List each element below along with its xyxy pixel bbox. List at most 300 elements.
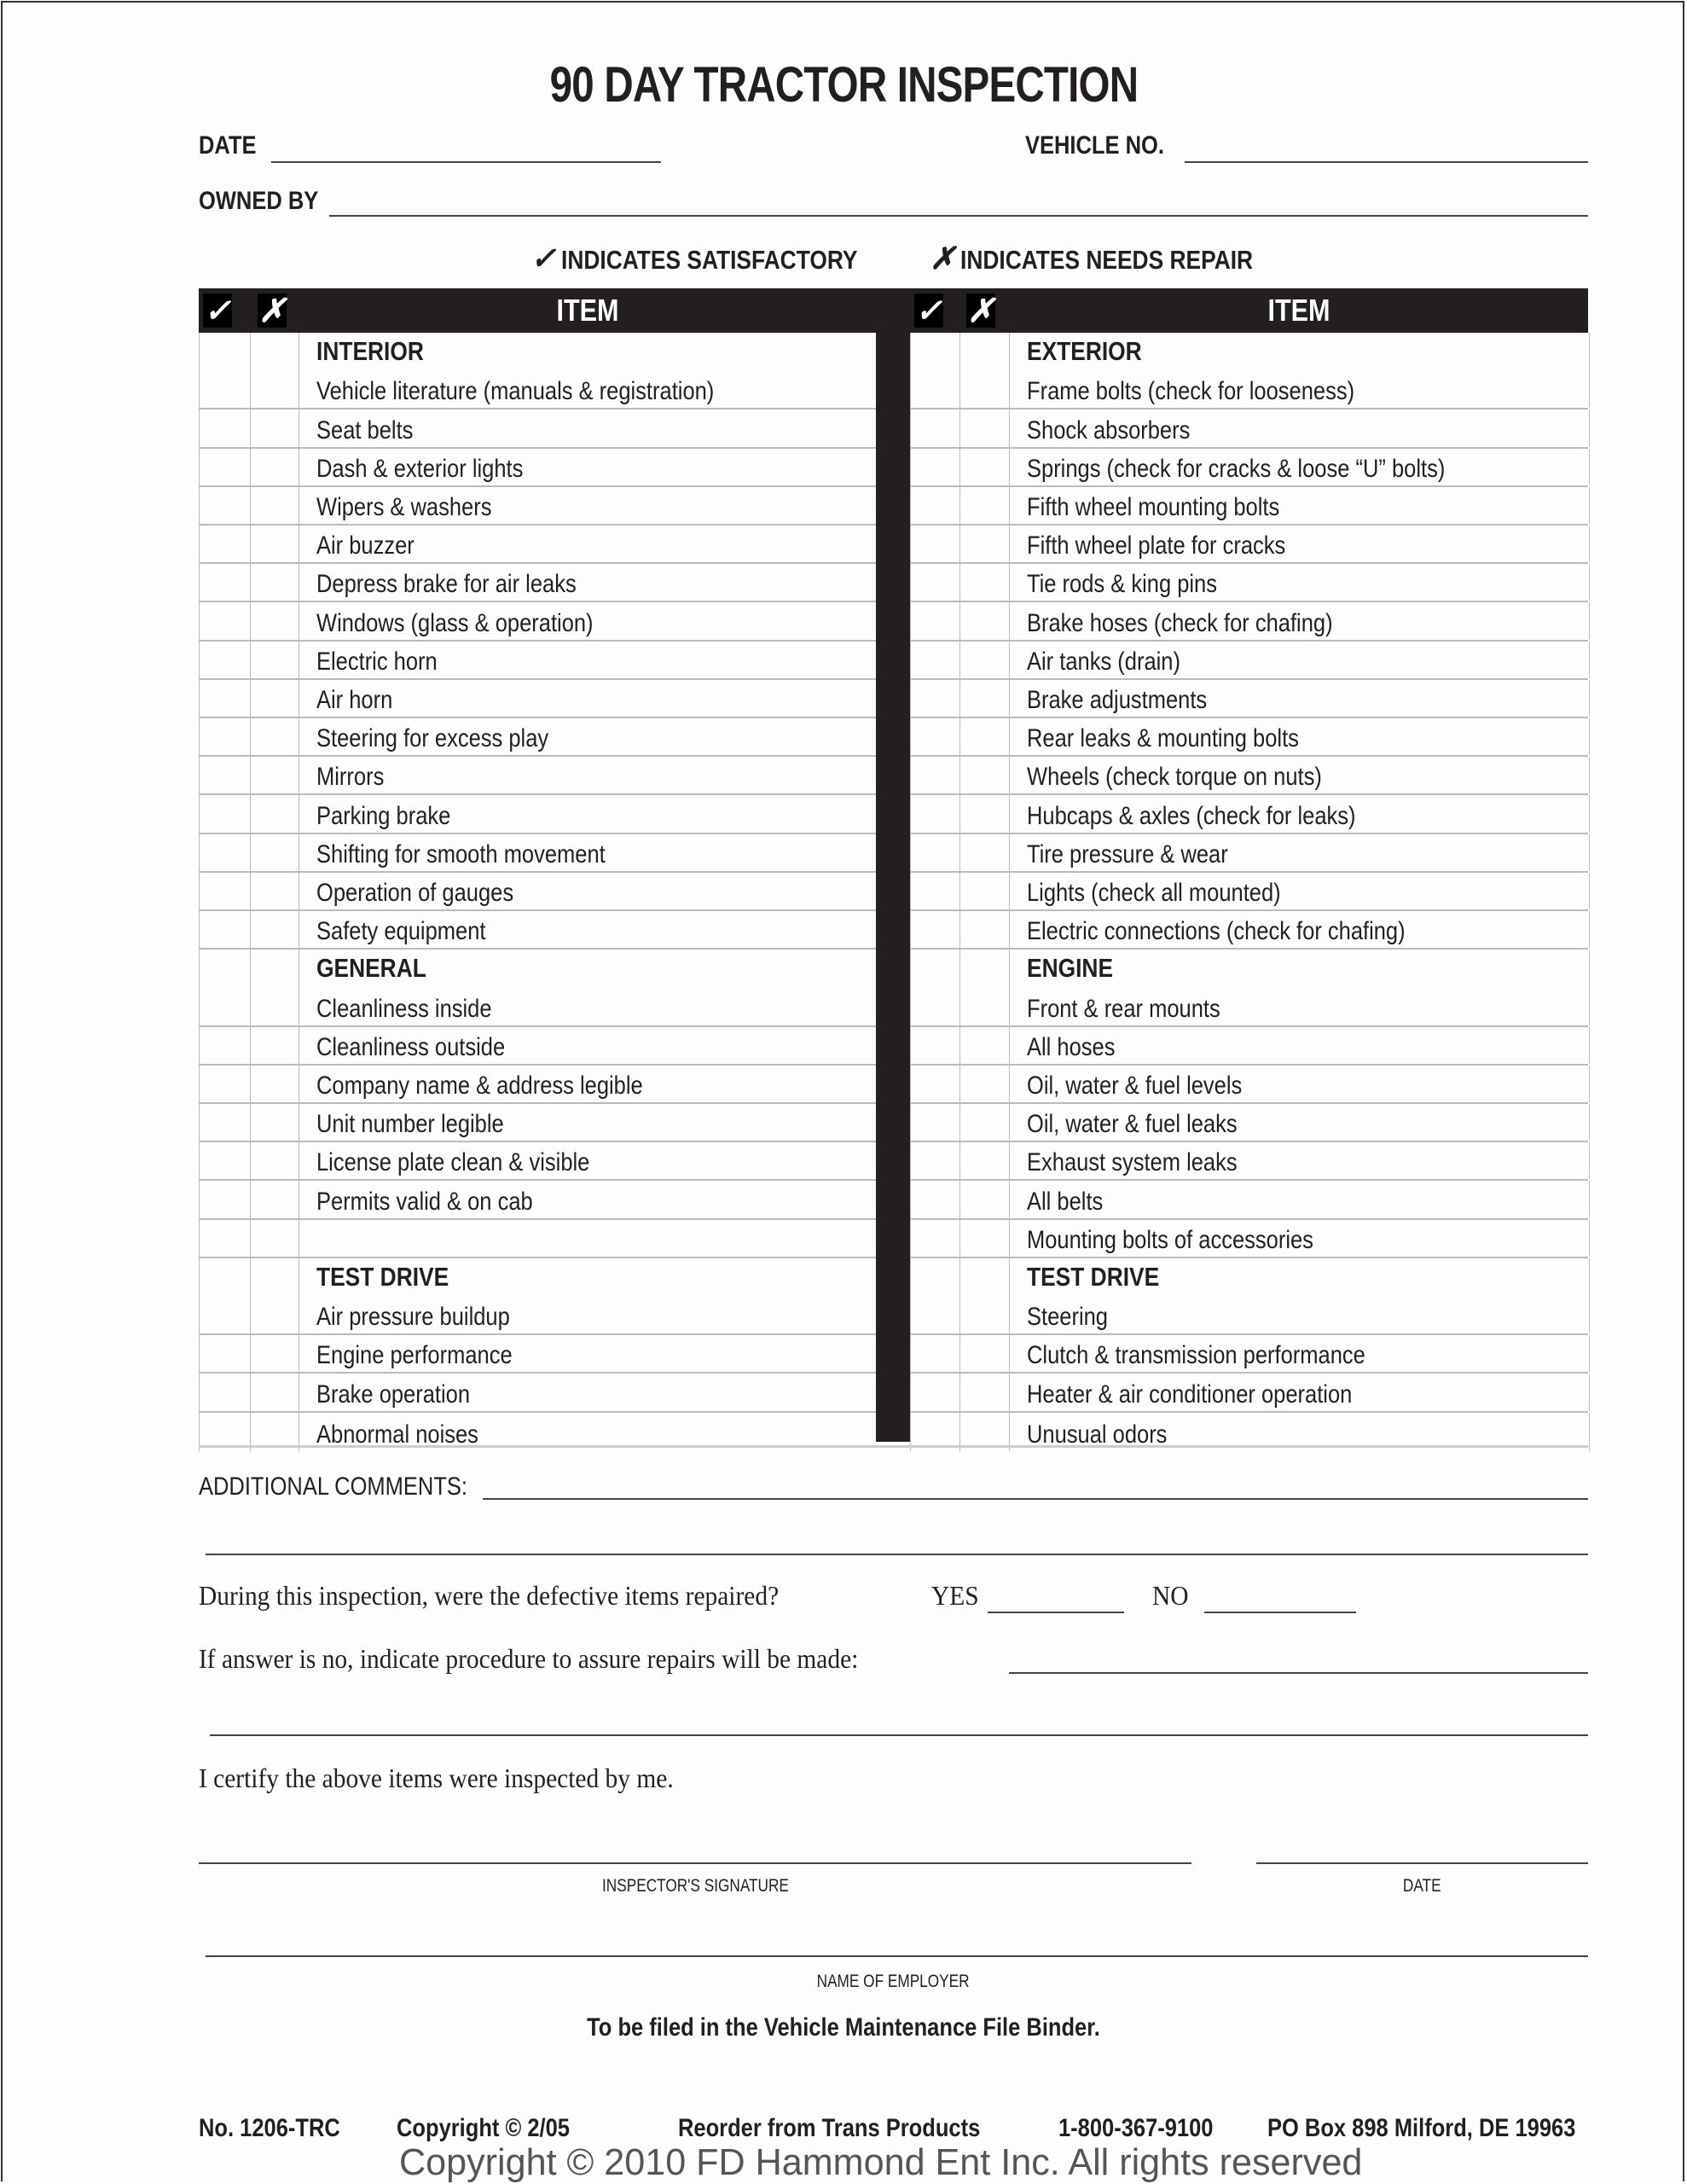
checklist-item-label: Brake adjustments bbox=[1027, 685, 1208, 714]
checklist-item-label: Fifth wheel mounting bolts bbox=[1027, 492, 1280, 521]
checklist-item-label: Brake hoses (check for chafing) bbox=[1027, 608, 1333, 637]
check-icon: ✓ bbox=[530, 241, 557, 276]
satisfactory-checkbox[interactable] bbox=[199, 873, 251, 909]
table-row bbox=[910, 564, 1588, 602]
satisfactory-checkbox[interactable] bbox=[910, 757, 960, 793]
header-x-icon: ✗ bbox=[967, 293, 994, 329]
needs-repair-checkbox[interactable] bbox=[959, 1066, 1010, 1102]
item-cell bbox=[299, 410, 877, 446]
repair-question: During this inspection, were the defective items repaired? bbox=[199, 1580, 780, 1611]
item-cell bbox=[1009, 487, 1590, 524]
needs-repair-checkbox[interactable] bbox=[959, 1142, 1010, 1179]
satisfactory-checkbox[interactable] bbox=[910, 602, 960, 639]
item-cell bbox=[1009, 1066, 1590, 1102]
checklist-item-label: Shifting for smooth movement bbox=[316, 839, 606, 868]
checklist-item-label: Clutch & transmission performance bbox=[1027, 1341, 1365, 1370]
needs-repair-checkbox[interactable] bbox=[959, 1027, 1010, 1064]
procedure-line-2[interactable] bbox=[210, 1734, 1588, 1736]
checklist-item-label: Dash & exterior lights bbox=[316, 454, 524, 483]
checklist-item-label: Engine performance bbox=[316, 1341, 513, 1370]
table-row bbox=[199, 680, 876, 718]
satisfactory-checkbox[interactable] bbox=[199, 1066, 251, 1102]
satisfactory-checkbox[interactable] bbox=[199, 950, 251, 1025]
item-cell bbox=[1009, 873, 1590, 909]
needs-repair-checkbox[interactable] bbox=[959, 602, 1010, 639]
column-divider bbox=[876, 288, 910, 1442]
satisfactory-checkbox[interactable] bbox=[910, 1374, 960, 1410]
additional-comments-label: ADDITIONAL COMMENTS: bbox=[199, 1472, 467, 1501]
item-cell bbox=[299, 487, 877, 524]
table-row bbox=[199, 718, 876, 757]
needs-repair-checkbox[interactable] bbox=[959, 911, 1010, 948]
checklist-item-label: Wheels (check torque on nuts) bbox=[1027, 763, 1322, 792]
table-row bbox=[910, 333, 1588, 410]
item-cell bbox=[1009, 680, 1590, 717]
needs-repair-checkbox[interactable] bbox=[250, 1335, 299, 1372]
table-row bbox=[910, 1027, 1588, 1066]
checklist-item-label: Heater & air conditioner operation bbox=[1027, 1380, 1353, 1409]
table-row bbox=[910, 795, 1588, 834]
checklist-item-label: Air tanks (drain) bbox=[1027, 647, 1180, 676]
table-row bbox=[910, 642, 1588, 680]
no-label: NO bbox=[1152, 1580, 1189, 1611]
item-cell bbox=[299, 1027, 877, 1064]
section-heading: GENERAL bbox=[316, 953, 426, 984]
item-cell bbox=[1009, 795, 1590, 832]
satisfactory-checkbox[interactable] bbox=[199, 1335, 251, 1372]
item-cell bbox=[299, 911, 877, 948]
needs-repair-checkbox[interactable] bbox=[250, 333, 299, 408]
needs-repair-checkbox[interactable] bbox=[250, 1258, 299, 1333]
table-row bbox=[910, 526, 1588, 564]
satisfactory-checkbox[interactable] bbox=[910, 1142, 960, 1179]
footer-reorder: Reorder from Trans Products bbox=[678, 2114, 981, 2142]
item-cell bbox=[299, 1220, 877, 1257]
item-cell bbox=[1009, 950, 1590, 1025]
signature-date-caption: DATE bbox=[1403, 1876, 1441, 1896]
checklist-item-label: Cleanliness inside bbox=[316, 994, 492, 1023]
table-row bbox=[910, 487, 1588, 526]
satisfactory-checkbox[interactable] bbox=[199, 795, 251, 832]
owned-by-field[interactable] bbox=[329, 215, 1588, 217]
satisfactory-checkbox[interactable] bbox=[910, 1220, 960, 1257]
x-mark-icon: ✗ bbox=[930, 241, 956, 276]
table-row bbox=[910, 873, 1588, 911]
satisfactory-checkbox[interactable] bbox=[910, 795, 960, 832]
certify-statement: I certify the above items were inspected by me. bbox=[199, 1763, 674, 1793]
satisfactory-checkbox[interactable] bbox=[199, 526, 251, 562]
table-row bbox=[199, 1181, 876, 1219]
legend-satisfactory: ✓ INDICATES SATISFACTORY bbox=[530, 241, 858, 276]
satisfactory-checkbox[interactable] bbox=[910, 834, 960, 871]
item-cell bbox=[1009, 642, 1590, 678]
item-cell bbox=[1009, 410, 1590, 446]
satisfactory-checkbox[interactable] bbox=[910, 564, 960, 601]
needs-repair-checkbox[interactable] bbox=[959, 333, 1010, 408]
checklist-item-label: License plate clean & visible bbox=[316, 1148, 590, 1177]
checklist-item-label: Fifth wheel plate for cracks bbox=[1027, 531, 1286, 561]
date-field[interactable] bbox=[271, 161, 661, 163]
item-cell bbox=[299, 718, 877, 755]
item-cell bbox=[1009, 564, 1590, 601]
checklist-item-label: Permits valid & on cab bbox=[316, 1187, 533, 1216]
needs-repair-checkbox[interactable] bbox=[250, 449, 299, 485]
needs-repair-checkbox[interactable] bbox=[959, 526, 1010, 562]
satisfactory-checkbox[interactable] bbox=[910, 487, 960, 524]
table-row bbox=[199, 602, 876, 641]
item-cell bbox=[1009, 1335, 1590, 1372]
table-row bbox=[199, 564, 876, 602]
table-row bbox=[910, 410, 1588, 448]
footer-form-number: No. 1206-TRC bbox=[199, 2114, 340, 2142]
signature-date-field[interactable] bbox=[1256, 1862, 1588, 1864]
checklist-item-label: Shock absorbers bbox=[1027, 415, 1191, 444]
legend-needs-repair: ✗ INDICATES NEEDS REPAIR bbox=[930, 241, 1254, 276]
needs-repair-checkbox[interactable] bbox=[250, 642, 299, 678]
needs-repair-checkbox[interactable] bbox=[250, 950, 299, 1025]
checklist-item-label: Air buzzer bbox=[316, 531, 415, 561]
item-cell bbox=[1009, 526, 1590, 562]
needs-repair-checkbox[interactable] bbox=[250, 1220, 299, 1257]
additional-comments-line-1[interactable] bbox=[483, 1498, 1588, 1500]
item-cell bbox=[299, 1335, 877, 1372]
header-check-icon: ✓ bbox=[915, 293, 942, 329]
table-row bbox=[910, 1220, 1588, 1258]
needs-repair-checkbox[interactable] bbox=[959, 834, 1010, 871]
needs-repair-checkbox[interactable] bbox=[250, 757, 299, 793]
section-heading: INTERIOR bbox=[316, 336, 424, 366]
needs-repair-checkbox[interactable] bbox=[959, 1181, 1010, 1217]
item-cell bbox=[299, 1258, 877, 1333]
needs-repair-checkbox[interactable] bbox=[250, 834, 299, 871]
table-row bbox=[910, 1142, 1588, 1181]
checklist-item-label: Parking brake bbox=[316, 801, 451, 830]
satisfactory-checkbox[interactable] bbox=[199, 718, 251, 755]
table-row bbox=[199, 526, 876, 564]
checklist-item-label: Exhaust system leaks bbox=[1027, 1148, 1238, 1177]
footer-phone: 1-800-367-9100 bbox=[1058, 2114, 1214, 2142]
checklist-item-label: Tie rods & king pins bbox=[1027, 570, 1217, 599]
table-row bbox=[199, 757, 876, 795]
table-row bbox=[910, 1104, 1588, 1142]
satisfactory-checkbox[interactable] bbox=[199, 1104, 251, 1141]
checklist-item-label: Unit number legible bbox=[316, 1110, 504, 1139]
additional-comments-line-2[interactable] bbox=[206, 1554, 1588, 1555]
item-cell bbox=[1009, 1104, 1590, 1141]
checklist-item-label: Springs (check for cracks & loose “U” bolts) bbox=[1027, 454, 1446, 483]
item-cell bbox=[1009, 1142, 1590, 1179]
footer-copyright: Copyright © 2/05 bbox=[397, 2114, 571, 2142]
header-check-icon: ✓ bbox=[204, 293, 231, 329]
checklist-item-label: Tire pressure & wear bbox=[1027, 839, 1228, 868]
checklist-item-label: Rear leaks & mounting bolts bbox=[1027, 724, 1299, 753]
needs-repair-checkbox[interactable] bbox=[959, 873, 1010, 909]
checklist-item-label: Mounting bolts of accessories bbox=[1027, 1225, 1313, 1254]
checklist-item-label: Air horn bbox=[316, 685, 393, 714]
employer-name-caption: NAME OF EMPLOYER bbox=[816, 1972, 970, 1991]
needs-repair-checkbox[interactable] bbox=[250, 1374, 299, 1410]
item-cell bbox=[1009, 757, 1590, 793]
checklist-item-label: Oil, water & fuel leaks bbox=[1027, 1110, 1238, 1139]
table-row bbox=[910, 602, 1588, 641]
satisfactory-checkbox[interactable] bbox=[910, 1181, 960, 1217]
checklist-item-label: Mirrors bbox=[316, 763, 385, 792]
checklist-item-label: Air pressure buildup bbox=[316, 1303, 510, 1332]
needs-repair-checkbox[interactable] bbox=[250, 1066, 299, 1102]
table-row bbox=[199, 911, 876, 950]
needs-repair-checkbox[interactable] bbox=[250, 911, 299, 948]
checklist-item-label: Operation of gauges bbox=[316, 878, 514, 907]
needs-repair-checkbox[interactable] bbox=[959, 757, 1010, 793]
needs-repair-checkbox[interactable] bbox=[959, 718, 1010, 755]
needs-repair-checkbox[interactable] bbox=[959, 642, 1010, 678]
header-item-left: ITEM bbox=[555, 293, 619, 328]
needs-repair-checkbox[interactable] bbox=[959, 449, 1010, 485]
checklist-item-label: Unusual odors bbox=[1027, 1420, 1168, 1449]
checklist-item-label: Vehicle literature (manuals & registration) bbox=[316, 377, 715, 406]
item-cell bbox=[1009, 911, 1590, 948]
checklist-item-label: Electric horn bbox=[316, 647, 438, 676]
satisfactory-checkbox[interactable] bbox=[910, 642, 960, 678]
table-row bbox=[199, 1104, 876, 1142]
checklist-item-label: Seat belts bbox=[316, 415, 414, 444]
item-cell bbox=[1009, 1181, 1590, 1217]
satisfactory-checkbox[interactable] bbox=[199, 1181, 251, 1217]
vehicle-no-label: VEHICLE NO. bbox=[1025, 131, 1164, 160]
needs-repair-checkbox[interactable] bbox=[959, 410, 1010, 446]
satisfactory-checkbox[interactable] bbox=[199, 1258, 251, 1333]
needs-repair-checkbox[interactable] bbox=[250, 410, 299, 446]
table-row bbox=[910, 1374, 1588, 1412]
procedure-question: If answer is no, indicate procedure to assure repairs will be made: bbox=[199, 1643, 859, 1674]
checklist-item-label: Steering bbox=[1027, 1303, 1108, 1332]
item-cell bbox=[299, 526, 877, 562]
satisfactory-checkbox[interactable] bbox=[910, 680, 960, 717]
item-cell bbox=[1009, 602, 1590, 639]
filing-note: To be filed in the Vehicle Maintenance File Binder. bbox=[587, 2013, 1100, 2042]
table-row bbox=[910, 1258, 1588, 1335]
employer-name-field[interactable] bbox=[206, 1955, 1588, 1957]
satisfactory-checkbox[interactable] bbox=[199, 642, 251, 678]
checklist-item-label: Wipers & washers bbox=[316, 492, 492, 521]
needs-repair-checkbox[interactable] bbox=[959, 1374, 1010, 1410]
needs-repair-checkbox[interactable] bbox=[959, 1335, 1010, 1372]
checklist-item-label: Safety equipment bbox=[316, 917, 486, 946]
satisfactory-checkbox[interactable] bbox=[910, 718, 960, 755]
table-row bbox=[910, 834, 1588, 873]
checklist-item-label: All belts bbox=[1027, 1187, 1104, 1216]
checklist-item-label: Abnormal noises bbox=[316, 1420, 478, 1449]
yes-label: YES bbox=[931, 1580, 979, 1611]
table-row bbox=[910, 1181, 1588, 1219]
needs-repair-checkbox[interactable] bbox=[959, 1220, 1010, 1257]
satisfactory-checkbox[interactable] bbox=[199, 564, 251, 601]
satisfactory-checkbox[interactable] bbox=[199, 911, 251, 948]
satisfactory-checkbox[interactable] bbox=[199, 1374, 251, 1410]
checklist-item-label: Steering for excess play bbox=[316, 724, 549, 753]
checklist-item-label: Windows (glass & operation) bbox=[316, 608, 594, 637]
checklist-item-label: Depress brake for air leaks bbox=[316, 570, 577, 599]
needs-repair-checkbox[interactable] bbox=[959, 1104, 1010, 1141]
satisfactory-checkbox[interactable] bbox=[199, 333, 251, 408]
table-row bbox=[199, 1220, 876, 1258]
section-heading: ENGINE bbox=[1027, 953, 1114, 984]
item-cell bbox=[1009, 1027, 1590, 1064]
item-cell bbox=[299, 1142, 877, 1179]
table-row bbox=[199, 795, 876, 834]
satisfactory-checkbox[interactable] bbox=[910, 873, 960, 909]
inspector-signature-field[interactable] bbox=[199, 1862, 1191, 1864]
needs-repair-checkbox[interactable] bbox=[250, 526, 299, 562]
item-cell bbox=[1009, 1220, 1590, 1257]
satisfactory-checkbox[interactable] bbox=[910, 1066, 960, 1102]
section-heading: TEST DRIVE bbox=[316, 1261, 449, 1292]
needs-repair-checkbox[interactable] bbox=[250, 873, 299, 909]
satisfactory-checkbox[interactable] bbox=[910, 950, 960, 1025]
table-row bbox=[199, 1374, 876, 1412]
table-row bbox=[910, 718, 1588, 757]
needs-repair-checkbox[interactable] bbox=[250, 1027, 299, 1064]
table-row bbox=[910, 950, 1588, 1026]
item-cell bbox=[1009, 333, 1590, 408]
table-row bbox=[199, 1142, 876, 1181]
needs-repair-checkbox[interactable] bbox=[959, 680, 1010, 717]
satisfactory-checkbox[interactable] bbox=[910, 1335, 960, 1372]
table-row bbox=[199, 487, 876, 526]
header-x-icon: ✗ bbox=[258, 293, 286, 329]
needs-repair-checkbox[interactable] bbox=[959, 950, 1010, 1025]
item-cell bbox=[299, 564, 877, 601]
table-row bbox=[199, 410, 876, 448]
needs-repair-checkbox[interactable] bbox=[250, 1104, 299, 1141]
item-cell bbox=[299, 1374, 877, 1410]
needs-repair-checkbox[interactable] bbox=[250, 795, 299, 832]
item-cell bbox=[299, 834, 877, 871]
needs-repair-checkbox[interactable] bbox=[250, 718, 299, 755]
needs-repair-checkbox[interactable] bbox=[250, 487, 299, 524]
item-cell bbox=[299, 333, 877, 408]
needs-repair-checkbox[interactable] bbox=[959, 1258, 1010, 1333]
item-cell bbox=[1009, 449, 1590, 485]
table-row bbox=[910, 449, 1588, 487]
item-cell bbox=[299, 449, 877, 485]
needs-repair-checkbox[interactable] bbox=[959, 564, 1010, 601]
satisfactory-checkbox[interactable] bbox=[910, 1104, 960, 1141]
table-row bbox=[199, 834, 876, 873]
table-row bbox=[910, 757, 1588, 795]
checklist-item-label: Company name & address legible bbox=[316, 1071, 643, 1100]
item-cell bbox=[299, 950, 877, 1025]
checklist-item-label: Electric connections (check for chafing) bbox=[1027, 917, 1406, 946]
item-cell bbox=[1009, 718, 1590, 755]
no-field[interactable] bbox=[1204, 1612, 1356, 1613]
checklist-item-label: Brake operation bbox=[316, 1380, 471, 1409]
table-bottom-rule bbox=[199, 1445, 1588, 1448]
satisfactory-checkbox[interactable] bbox=[910, 1027, 960, 1064]
satisfactory-checkbox[interactable] bbox=[199, 410, 251, 446]
satisfactory-checkbox[interactable] bbox=[910, 1258, 960, 1333]
checklist-item-label: Oil, water & fuel levels bbox=[1027, 1071, 1243, 1100]
procedure-line-1[interactable] bbox=[1009, 1672, 1588, 1674]
checklist-item-label: Cleanliness outside bbox=[316, 1032, 506, 1061]
section-heading: EXTERIOR bbox=[1027, 336, 1142, 366]
yes-field[interactable] bbox=[988, 1612, 1124, 1613]
item-cell bbox=[299, 1104, 877, 1141]
item-cell bbox=[299, 642, 877, 678]
item-cell bbox=[1009, 1374, 1590, 1410]
satisfactory-checkbox[interactable] bbox=[199, 602, 251, 639]
item-cell bbox=[1009, 1258, 1590, 1333]
checklist-item-label: Hubcaps & axles (check for leaks) bbox=[1027, 801, 1356, 830]
table-row bbox=[199, 1027, 876, 1066]
needs-repair-checkbox[interactable] bbox=[250, 602, 299, 639]
needs-repair-checkbox[interactable] bbox=[959, 795, 1010, 832]
table-row bbox=[199, 642, 876, 680]
vehicle-no-field[interactable] bbox=[1185, 161, 1588, 163]
owned-by-label: OWNED BY bbox=[199, 187, 319, 215]
satisfactory-checkbox[interactable] bbox=[199, 1220, 251, 1257]
needs-repair-checkbox[interactable] bbox=[250, 680, 299, 717]
checklist-item-label: Frame bolts (check for looseness) bbox=[1027, 377, 1355, 406]
satisfactory-checkbox[interactable] bbox=[910, 911, 960, 948]
form-title: 90 DAY TRACTOR INSPECTION bbox=[549, 57, 1138, 113]
table-row bbox=[199, 449, 876, 487]
checklist-item-label: All hoses bbox=[1027, 1032, 1116, 1061]
copyright-watermark: Copyright © 2010 FD Hammond Ent Inc. All rights reserved bbox=[399, 2141, 1363, 2183]
satisfactory-checkbox[interactable] bbox=[199, 487, 251, 524]
table-row bbox=[199, 950, 876, 1026]
needs-repair-checkbox[interactable] bbox=[250, 564, 299, 601]
item-cell bbox=[299, 602, 877, 639]
needs-repair-checkbox[interactable] bbox=[959, 487, 1010, 524]
satisfactory-checkbox[interactable] bbox=[910, 526, 960, 562]
needs-repair-checkbox[interactable] bbox=[250, 1181, 299, 1217]
footer-address: PO Box 898 Milford, DE 19963 bbox=[1267, 2114, 1576, 2142]
satisfactory-checkbox[interactable] bbox=[199, 1142, 251, 1179]
item-cell bbox=[299, 680, 877, 717]
table-row bbox=[910, 911, 1588, 950]
item-cell bbox=[299, 1066, 877, 1102]
table-row bbox=[910, 680, 1588, 718]
checklist-item-label: Lights (check all mounted) bbox=[1027, 878, 1281, 907]
satisfactory-checkbox[interactable] bbox=[910, 449, 960, 485]
section-heading: TEST DRIVE bbox=[1027, 1261, 1160, 1292]
date-label: DATE bbox=[199, 131, 257, 160]
item-cell bbox=[299, 795, 877, 832]
table-row bbox=[910, 1335, 1588, 1374]
needs-repair-checkbox[interactable] bbox=[250, 1142, 299, 1179]
satisfactory-checkbox[interactable] bbox=[910, 333, 960, 408]
satisfactory-checkbox[interactable] bbox=[199, 834, 251, 871]
inspector-signature-caption: INSPECTOR'S SIGNATURE bbox=[601, 1876, 789, 1896]
item-cell bbox=[1009, 834, 1590, 871]
table-row bbox=[199, 1335, 876, 1374]
table-row bbox=[910, 1066, 1588, 1104]
table-row bbox=[199, 333, 876, 410]
item-cell bbox=[299, 757, 877, 793]
table-row bbox=[199, 1258, 876, 1335]
header-item-right: ITEM bbox=[1267, 293, 1330, 328]
table-row bbox=[199, 873, 876, 911]
item-cell bbox=[299, 1181, 877, 1217]
table-row bbox=[199, 1066, 876, 1104]
satisfactory-checkbox[interactable] bbox=[199, 449, 251, 485]
satisfactory-checkbox[interactable] bbox=[199, 757, 251, 793]
satisfactory-checkbox[interactable] bbox=[199, 1027, 251, 1064]
satisfactory-checkbox[interactable] bbox=[910, 410, 960, 446]
checklist-item-label: Front & rear mounts bbox=[1027, 994, 1220, 1023]
satisfactory-checkbox[interactable] bbox=[199, 680, 251, 717]
